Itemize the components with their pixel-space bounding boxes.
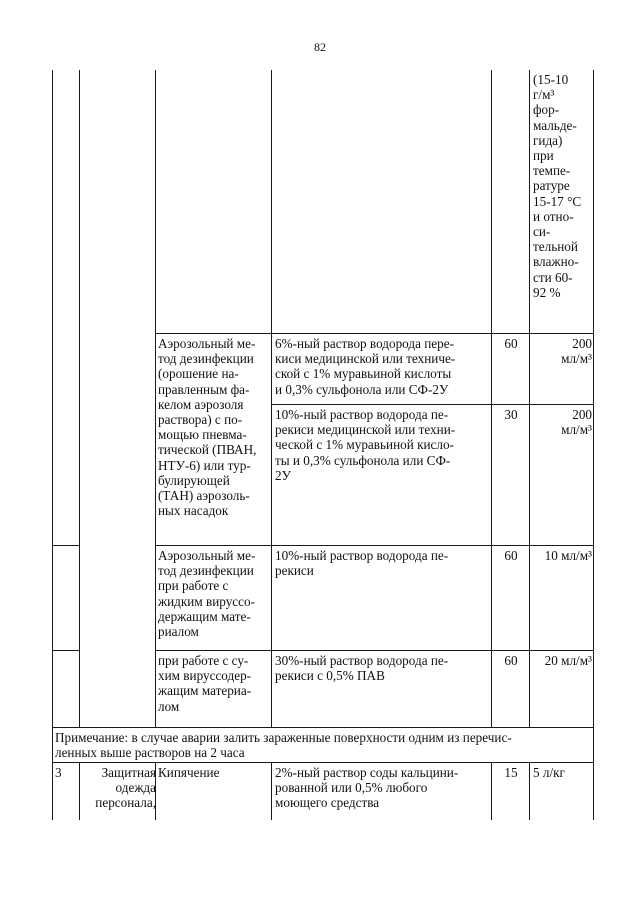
row-number: 3 — [55, 765, 62, 780]
exposure-time-60-c: 60 — [504, 653, 518, 668]
agent-10pct-plain: 10%-ный раствор водорода пе- рекиси — [275, 548, 449, 579]
agent-soda: 2%-ный раствор соды кальцини- рованной или 0,5% любого моющего средства — [275, 765, 459, 811]
exposure-time-60: 60 — [504, 336, 518, 351]
conditions-text: (15-10 г/м³ фор- мальде- гида) при темпе- ратуре 15-17 °С и отно- си- тельной влажно- сти 60- 92 % — [533, 72, 582, 300]
exposure-time-60-b: 60 — [504, 548, 518, 563]
aerosol-method-2: Аэрозольный ме- тод дезинфекции при работе с жидким вируссо- держащим мате- риалом — [158, 548, 256, 640]
object-protective-clothing: Защитная одежда персонала, — [95, 765, 156, 811]
exposure-time-30: 30 — [504, 407, 518, 422]
dose-200-b: 200 мл/м³ — [561, 407, 592, 438]
page-number: 82 — [314, 40, 326, 54]
dose-5: 5 л/кг — [533, 765, 565, 780]
method-boiling: Кипячение — [158, 765, 220, 780]
dose-20: 20 мл/м³ — [544, 653, 592, 668]
agent-10pct: 10%-ный раствор водорода пе- рекиси медицинской или техни- ческой с 1% муравьиной кисло- ты и 0,3% сульфонола или СФ- 2У — [275, 407, 456, 483]
agent-30pct: 30%-ный раствор водорода пе- рекиси с 0,5% ПАВ — [275, 653, 449, 684]
exposure-time-15: 15 — [504, 765, 518, 780]
aerosol-method-1: Аэрозольный ме- тод дезинфекции (орошение на- правленным фа- келом аэрозоля раствора) с по- мощью пневма- тической (ПВАН, НТУ-6) или тур- булирующей (ТАН) аэрозоль- ных насадок — [158, 336, 257, 519]
agent-6pct: 6%-ный раствор водорода пере- киси медицинской или техниче- ской с 1% муравьиной кислоты и 0,3% сульфонола или СФ-2У — [275, 336, 456, 397]
note-text: Примечание: в случае аварии залить зараженные поверхности одним из перечис- ленных выше растворов на 2 часа — [55, 730, 512, 761]
aerosol-method-3: при работе с су- хим вируссодер- жащим материа- лом — [158, 653, 252, 714]
dose-200: 200 мл/м³ — [561, 336, 592, 367]
dose-10: 10 мл/м³ — [544, 548, 592, 563]
